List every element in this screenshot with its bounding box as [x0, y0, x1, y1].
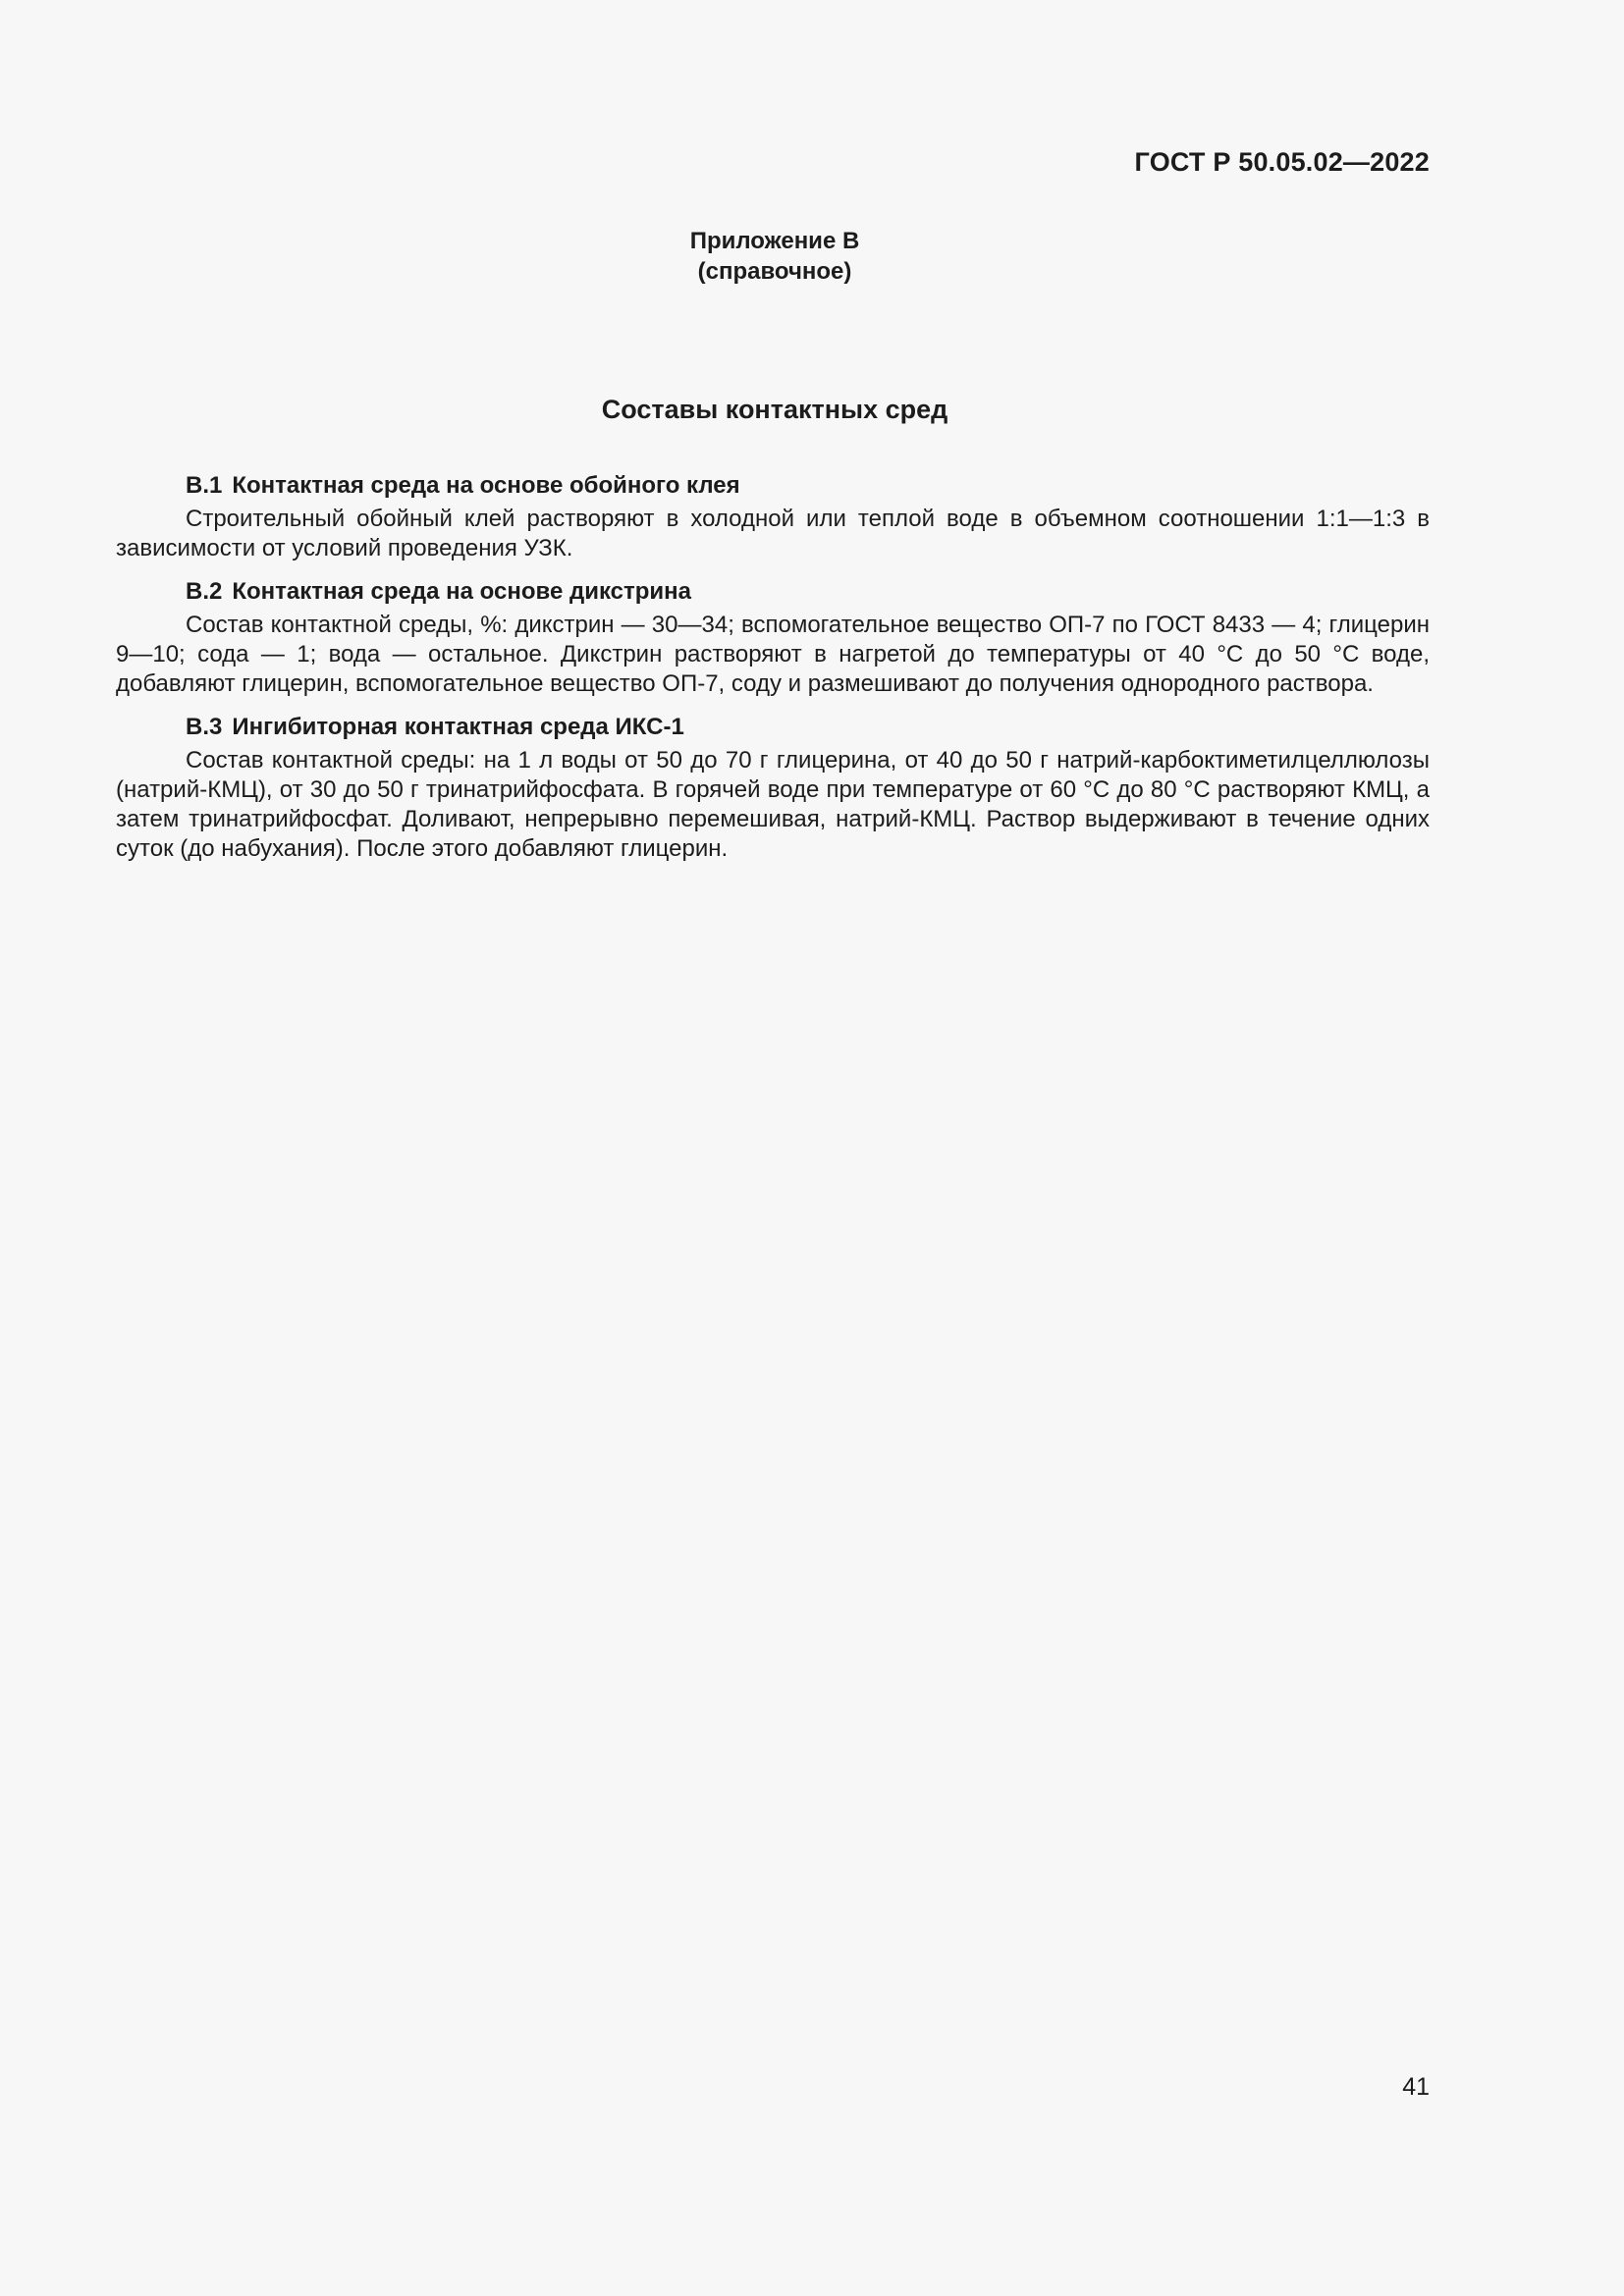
appendix-title: Составы контактных сред — [601, 395, 948, 424]
section-number: В.1 — [186, 472, 223, 499]
section-paragraph: Состав контактной среды: на 1 л воды от 50 до 70 г глицерина, от 40 до 50 г натрий-карбоктиметилцеллюлозы (натрий-КМЦ), от 30 до 50 г тринатрийфосфата. В горячей воде при температуре от 60 °С до 80 °С растворяют КМЦ, а затем тринатрийфосфат. Доливают, непрерывно перемешивая, натрий-КМЦ. Раствор выдерживают в течение одних суток (до набухания). После этого добавляют глицерин. — [116, 747, 1430, 862]
document-body — [116, 471, 1430, 878]
section-number: В.2 — [186, 578, 223, 605]
section-heading-text: Контактная среда на основе обойного клея — [232, 472, 740, 499]
document-code: ГОСТ Р 50.05.02—2022 — [1134, 147, 1430, 177]
section-heading-text: Ингибиторная контактная среда ИКС-1 — [232, 714, 684, 740]
section-paragraph: Состав контактной среды, %: дикстрин — 30—34; вспомогательное вещество ОП-7 по ГОСТ 8433 — 4; глицерин 9—10; сода — 1; вода — остальное. Дикстрин растворяют в нагретой до температуры от 40 °С до 50 °С воде, добавляют глицерин, вспомогательное вещество ОП-7, соду и размешивают до получения однородного раствора. — [116, 612, 1430, 697]
section-paragraph: Строительный обойный клей растворяют в холодной или теплой воде в объемном соотношении 1:1—1:3 в зависимости от условий проведения УЗК. — [116, 506, 1430, 561]
section-heading — [116, 471, 1430, 501]
appendix-kind: (справочное) — [697, 258, 852, 285]
section-b3 — [116, 713, 1430, 864]
section-b1 — [116, 471, 1430, 563]
section-heading-text: Контактная среда на основе дикстрина — [232, 578, 692, 605]
section-b2 — [116, 577, 1430, 699]
appendix-label: Приложение В — [689, 228, 860, 254]
appendix-label-block — [0, 226, 1549, 287]
section-heading — [116, 577, 1430, 607]
section-heading — [116, 713, 1430, 742]
page-number: 41 — [1402, 2073, 1430, 2101]
section-number: В.3 — [186, 714, 223, 740]
